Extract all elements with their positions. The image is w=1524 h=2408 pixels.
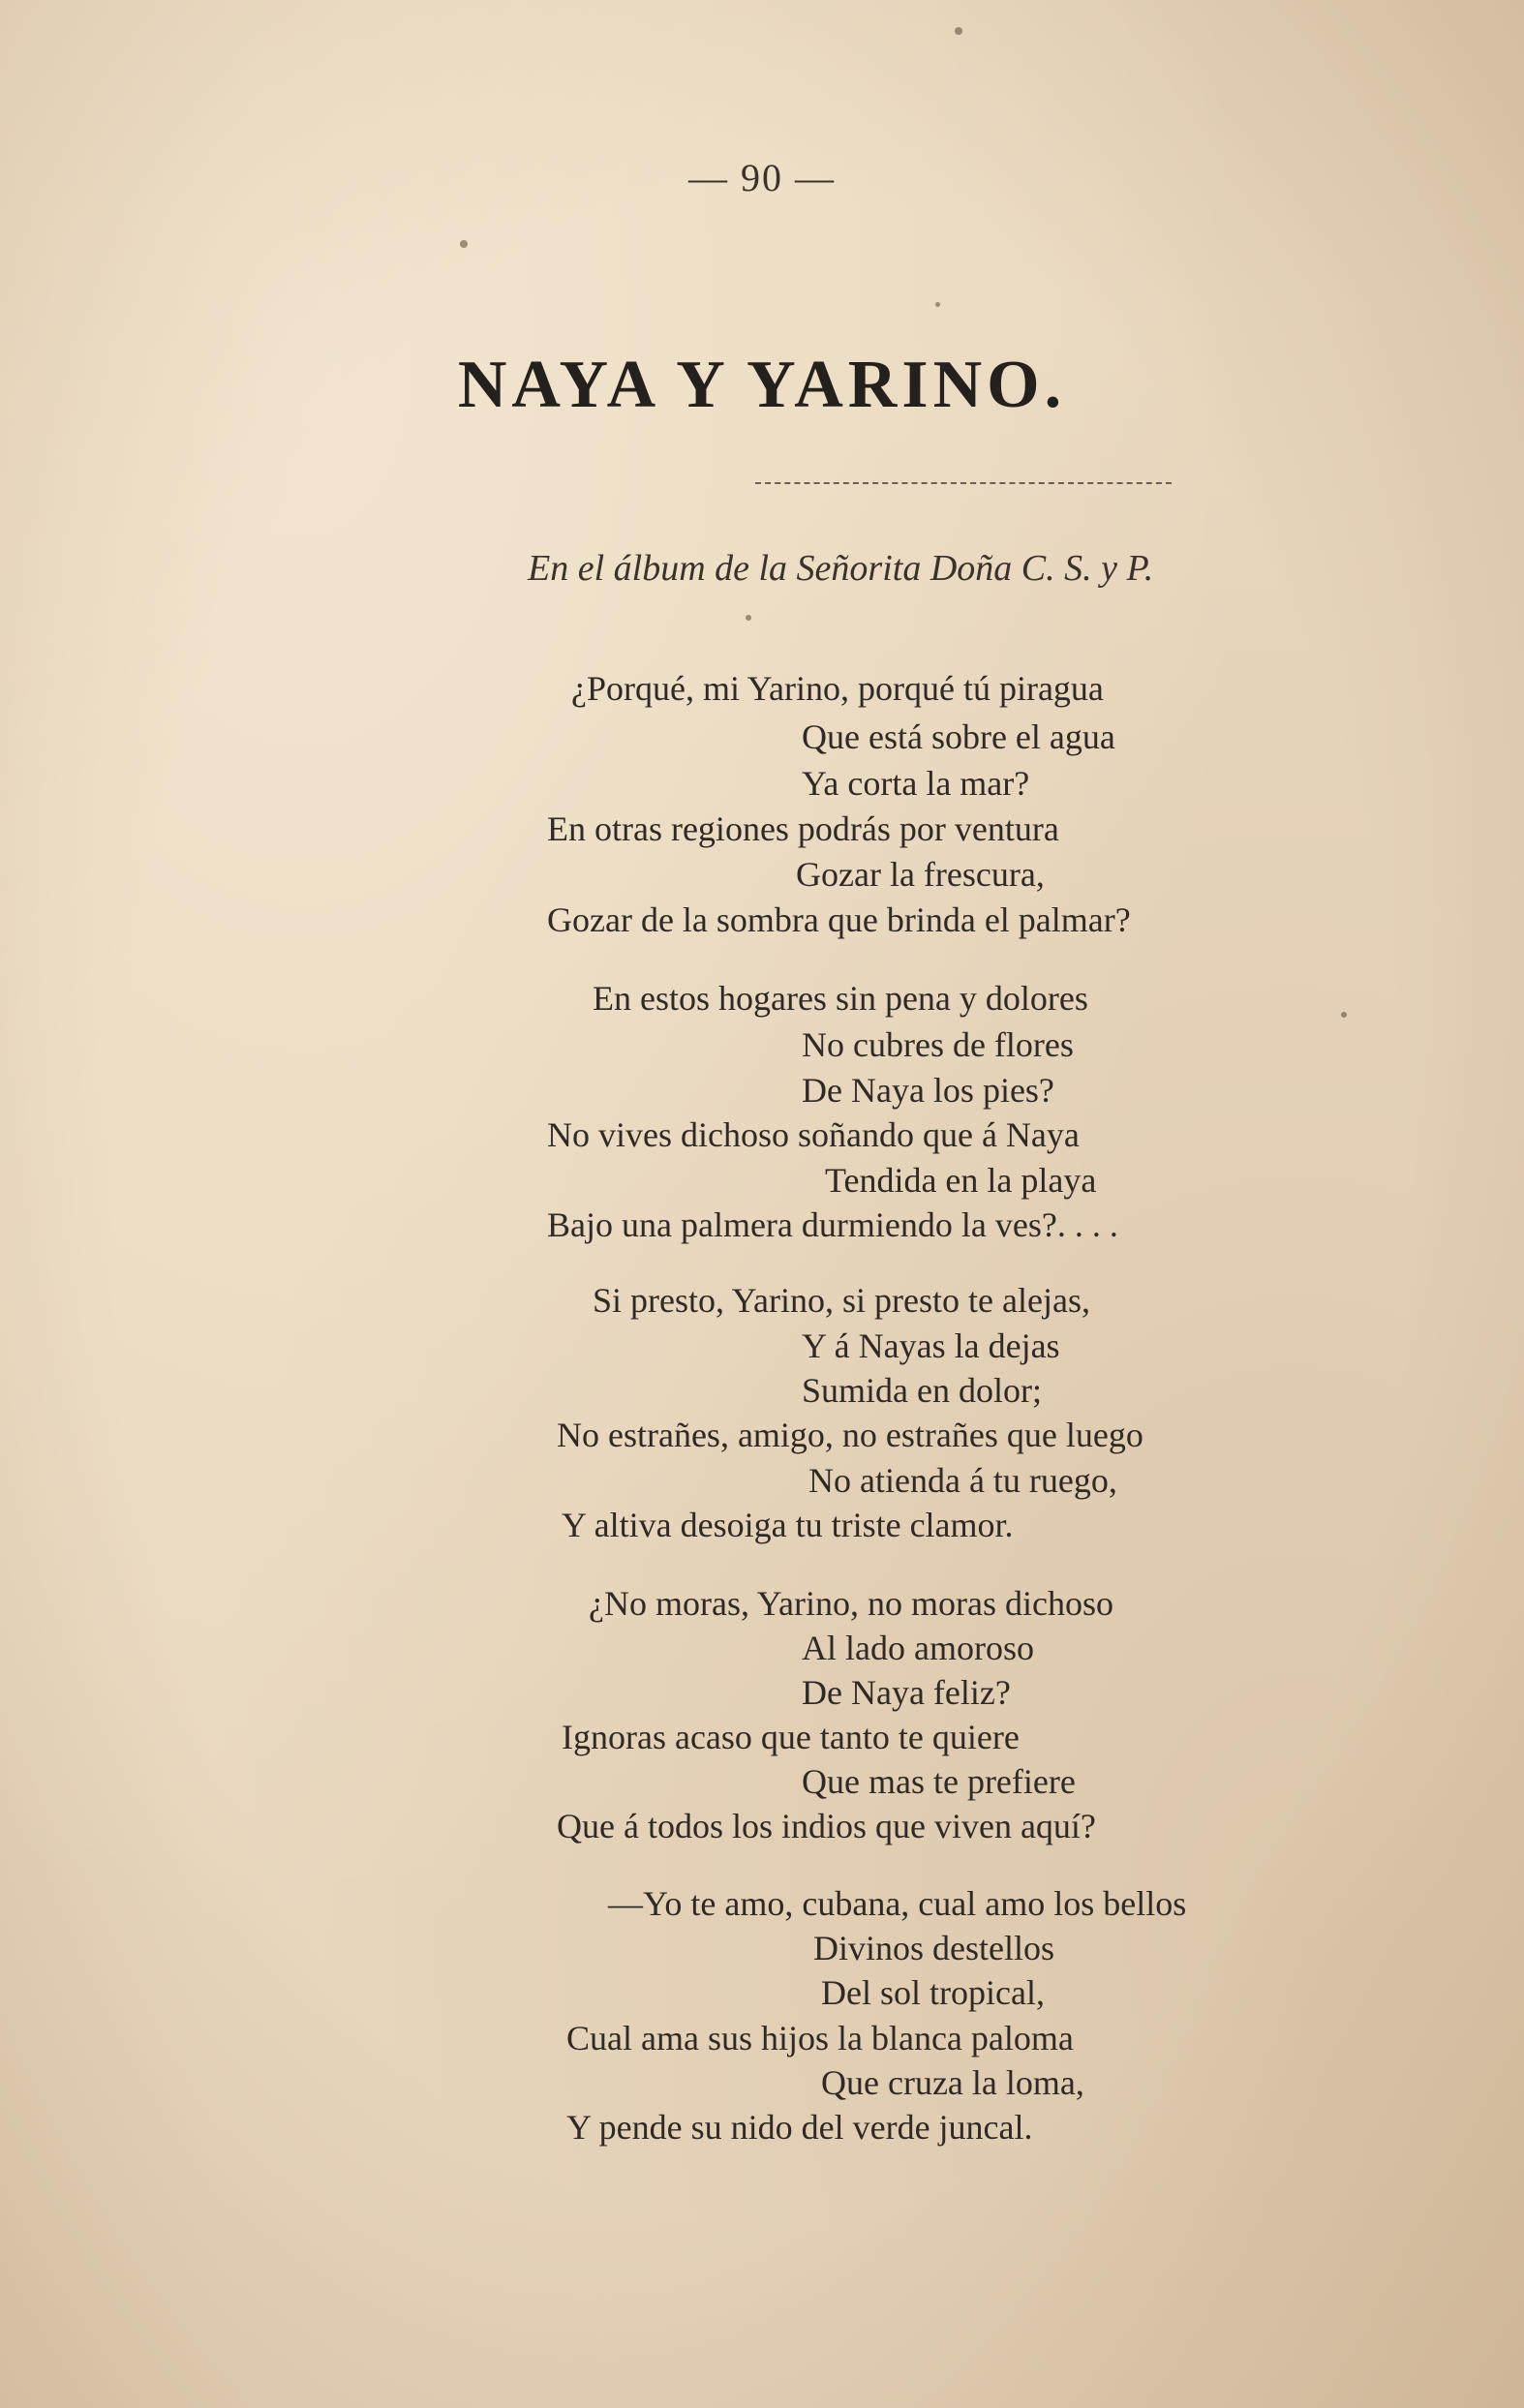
paper-speck xyxy=(746,615,751,621)
verse-line: Gozar la frescura, xyxy=(796,855,1045,894)
poem-title: NAYA Y YARINO. xyxy=(457,348,1067,422)
verse-line: No atienda á tu ruego, xyxy=(808,1461,1117,1500)
paper-speck xyxy=(1341,1012,1347,1018)
title-divider xyxy=(755,482,1172,484)
verse-line: No cubres de flores xyxy=(802,1025,1074,1064)
verse-line: Sumida en dolor; xyxy=(802,1371,1042,1410)
paper-speck xyxy=(935,302,940,307)
verse-line: ¿No moras, Yarino, no moras dichoso xyxy=(589,1584,1113,1623)
verse-line: De Naya los pies? xyxy=(802,1071,1054,1110)
dedication: En el álbum de la Señorita Doña C. S. y P. xyxy=(528,548,1154,589)
verse-line: Ignoras acaso que tanto te quiere xyxy=(562,1718,1020,1756)
verse-line: Y á Nayas la dejas xyxy=(802,1326,1060,1365)
verse-line: No vives dichoso soñando que á Naya xyxy=(547,1115,1080,1154)
paper-speck xyxy=(955,27,962,35)
verse-line: En otras regiones podrás por ventura xyxy=(547,809,1059,848)
verse-line: Que á todos los indios que viven aquí? xyxy=(557,1807,1096,1845)
verse-line: ¿Porqué, mi Yarino, porqué tú piragua xyxy=(571,669,1104,708)
verse-line: Que mas te prefiere xyxy=(802,1762,1076,1801)
verse-line: De Naya feliz? xyxy=(802,1673,1011,1712)
verse-line: Y altiva desoiga tu triste clamor. xyxy=(562,1506,1014,1544)
verse-line: —Yo te amo, cubana, cual amo los bellos xyxy=(608,1884,1187,1923)
verse-line: Tendida en la playa xyxy=(825,1161,1097,1200)
verse-line: No estrañes, amigo, no estrañes que luego xyxy=(557,1416,1143,1454)
verse-line: Ya corta la mar? xyxy=(802,764,1030,803)
verse-line: Bajo una palmera durmiendo la ves?. . . . xyxy=(547,1205,1118,1244)
verse-line: Que cruza la loma, xyxy=(821,2063,1084,2102)
verse-line: Divinos destellos xyxy=(813,1929,1054,1967)
verse-line: Gozar de la sombra que brinda el palmar? xyxy=(547,900,1131,939)
paper-speck xyxy=(460,240,468,248)
page-number: — 90 — xyxy=(688,156,836,199)
verse-line: Que está sobre el agua xyxy=(802,717,1115,756)
verse-line: Y pende su nido del verde juncal. xyxy=(566,2108,1033,2147)
verse-line: Al lado amoroso xyxy=(802,1629,1034,1667)
verse-line: Si presto, Yarino, si presto te alejas, xyxy=(593,1281,1090,1320)
verse-line: Cual ama sus hijos la blanca paloma xyxy=(566,2019,1074,2057)
verse-line: Del sol tropical, xyxy=(821,1973,1045,2012)
verse-line: En estos hogares sin pena y dolores xyxy=(593,979,1088,1018)
